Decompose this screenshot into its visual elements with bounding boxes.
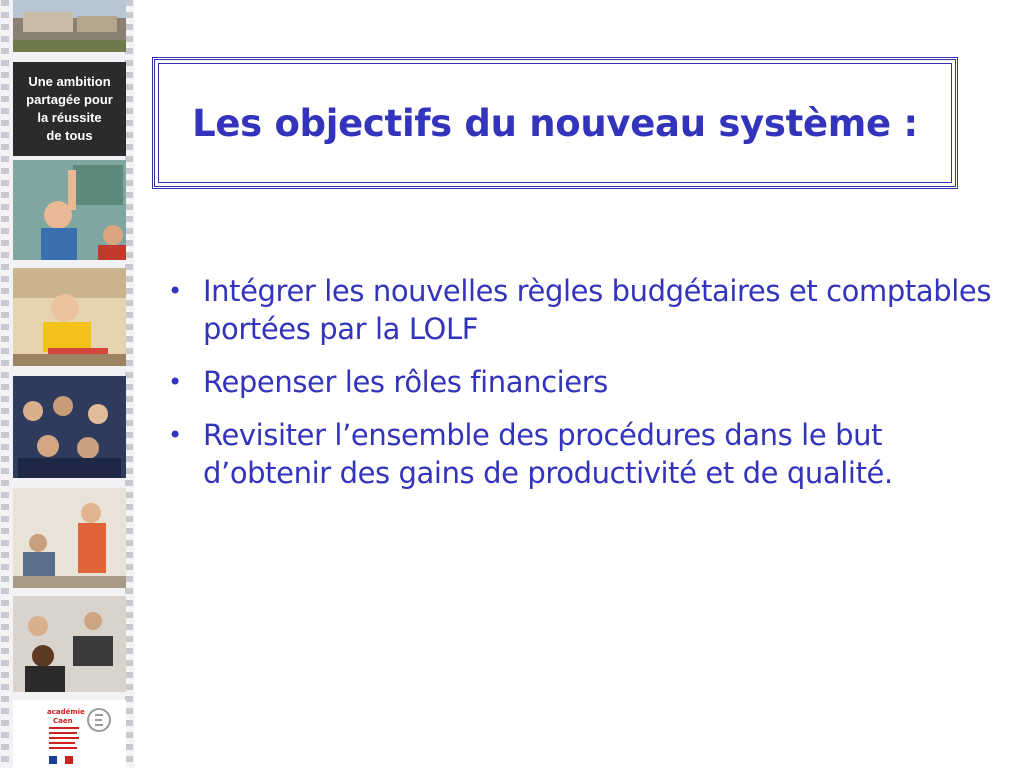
academie-logo <box>13 700 126 768</box>
title-frame <box>152 57 958 189</box>
bullet-item <box>168 363 1004 401</box>
slide-title: Les objectifs du nouveau système : <box>192 101 918 145</box>
bullet-item <box>168 272 1004 348</box>
bullet-list <box>168 272 1004 507</box>
bullet-text: Revisiter l’ensemble des procédures dans le but d’obtenir des gains de productivité et de qualité. <box>203 418 893 490</box>
photo-teacher <box>13 488 126 588</box>
photo-students-crowd <box>13 376 126 478</box>
film-strip-sidebar <box>0 0 134 768</box>
svg-text:Caen: Caen <box>53 717 73 725</box>
bullet-dot-icon: • <box>168 421 182 449</box>
bullet-text: Repenser les rôles financiers <box>203 365 608 399</box>
photo-students-computers <box>13 596 126 692</box>
bullet-dot-icon: • <box>168 277 182 305</box>
tagline-box: Une ambition partagée pour la réussite de tous <box>13 62 126 156</box>
bullet-text: Intégrer les nouvelles règles budgétaires et comptables portées par la LOLF <box>203 274 992 346</box>
bullet-item <box>168 416 1004 492</box>
film-perforation-right <box>125 0 133 768</box>
photo-classroom-hand-raised <box>13 160 126 260</box>
film-perforation-left <box>1 0 9 768</box>
photo-boy-at-desk <box>13 268 126 366</box>
bullet-dot-icon: • <box>168 368 182 396</box>
photo-building <box>13 0 126 52</box>
svg-text:académie: académie <box>47 708 85 716</box>
